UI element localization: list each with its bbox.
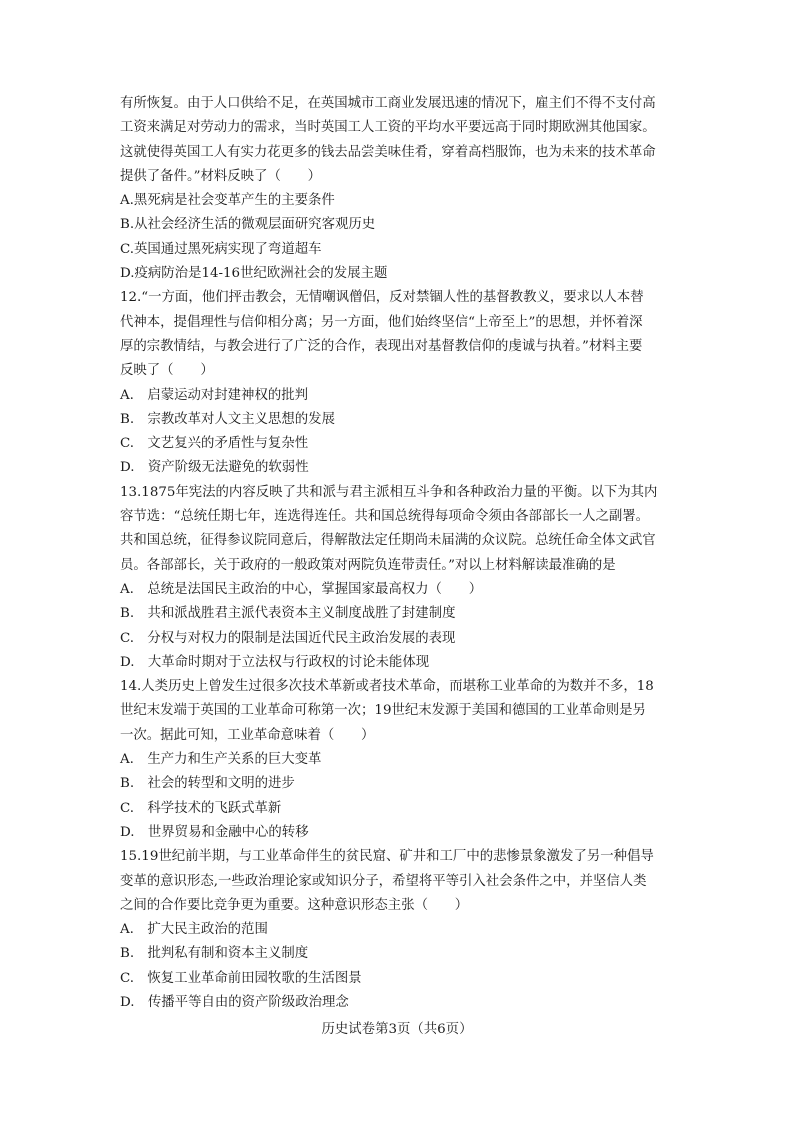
question-text-line: 员。各部部长，关于政府的一般政策对两院负连带责任。”对以上材料解读最准确的是	[120, 557, 616, 573]
question-text-line: 容节选：“总统任期七年，连选得连任。共和国总统得每项命令须由各部部长一人之副署。	[120, 509, 650, 525]
option-d: D. 世界贸易和金融中心的转移	[120, 824, 309, 840]
option-c: C. 科学技术的飞跃式革新	[120, 800, 282, 816]
option-d: D. 大革命时期对于立法权与行政权的讨论未能体现	[120, 654, 430, 670]
option-c: C. 恢复工业革命前田园牧歌的生活图景	[120, 970, 362, 986]
option-c: C.英国通过黑死病实现了弯道超车	[120, 241, 322, 257]
option-d: D.疫病防治是14-16世纪欧洲社会的发展主题	[120, 266, 388, 282]
question-text-line: 反映了（ ）	[120, 363, 214, 379]
option-a: A. 扩大民主政治的范围	[120, 922, 268, 938]
question-text-line: 15.19世纪前半期，与工业革命伴生的贫民窟、矿井和工厂中的悲惨景象激发了另一种倡导	[120, 849, 654, 865]
option-c: C. 文艺复兴的矛盾性与复杂性	[120, 436, 309, 452]
option-a: A. 启蒙运动对封建神权的批判	[120, 387, 309, 403]
option-c: C. 分权与对权力的限制是法国近代民主政治发展的表现	[120, 630, 456, 646]
option-b: B. 批判私有制和资本主义制度	[120, 946, 309, 962]
question-text-line: 有所恢复。由于人口供给不足，在英国城市工商业发展迅速的情况下，雇主们不得不支付高	[120, 96, 656, 111]
question-text-line: 工资来满足对劳动力的需求，当时英国工人工资的平均水平要远高于同时期欧洲其他国家。	[120, 120, 656, 136]
question-text-line: 14.人类历史上曾发生过很多次技术革新或者技术革命，而堪称工业革命的为数并不多，18	[120, 679, 654, 695]
question-text-line: 世纪末发端于英国的工业革命可称第一次；19世纪末发源于美国和德国的工业革命则是另	[120, 703, 646, 719]
question-block-14	[120, 675, 680, 845]
question-text-line: 一次。据此可知，工业革命意味着（ ）	[120, 727, 375, 743]
question-block-13	[120, 481, 680, 675]
option-d: D. 资产阶级无法避免的软弱性	[120, 460, 309, 476]
option-b: B.从社会经济生活的微观层面研究客观历史	[120, 217, 376, 233]
question-block-12	[120, 286, 680, 480]
question-block-15	[120, 845, 680, 1015]
question-block-11	[120, 92, 680, 286]
option-d: D. 传播平等自由的资产阶级政治理念	[120, 994, 349, 1010]
question-text-line: 13.1875年宪法的内容反映了共和派与君主派相互斗争和各种政治力量的平衡。以下为其内	[120, 484, 658, 500]
question-text-line: 共和国总统，征得参议院同意后，得解散法定任期尚未届满的众议院。总统任命全体文武官	[120, 533, 656, 549]
question-text-line: 12.“一方面，他们抨击教会，无情嘲讽僧侣，反对禁锢人性的基督教教义，要求以人本替	[120, 290, 644, 306]
option-b: B. 宗教改革对人文主义思想的发展	[120, 411, 335, 427]
option-a: A. 总统是法国民主政治的中心，掌握国家最高权力（ ）	[120, 581, 483, 597]
question-text-line: 变革的意识形态,一些政治理论家或知识分子，希望将平等引入社会条件之中，并坚信人类	[120, 873, 647, 889]
option-a: A.黑死病是社会变革产生的主要条件	[120, 193, 335, 209]
question-text-line: 提供了备件。”材料反映了（ ）	[120, 168, 322, 184]
option-b: B. 社会的转型和文明的进步	[120, 776, 295, 792]
question-text-line: 代神本，提倡理性与信仰相分离；另一方面，他们始终坚信“上帝至上”的思想，并怀着深	[120, 314, 643, 330]
question-text-line: 之间的合作要比竞争更为重要。这种意识形态主张（ ）	[120, 897, 469, 913]
question-list	[120, 92, 680, 1015]
option-b: B. 共和派战胜君主派代表资本主义制度战胜了封建制度	[120, 606, 456, 622]
question-text-line: 厚的宗教情结，与教会进行了广泛的合作，表现出对基督教信仰的虔诚与执着。”材料主要	[120, 338, 643, 354]
option-a: A. 生产力和生产关系的巨大变革	[120, 752, 322, 768]
page-footer: 历史试卷第3页（共6页）	[321, 1022, 473, 1037]
question-text-line: 这就使得英国工人有实力花更多的钱去品尝美味佳肴，穿着高档服饰，也为未来的技术革命	[120, 144, 656, 160]
